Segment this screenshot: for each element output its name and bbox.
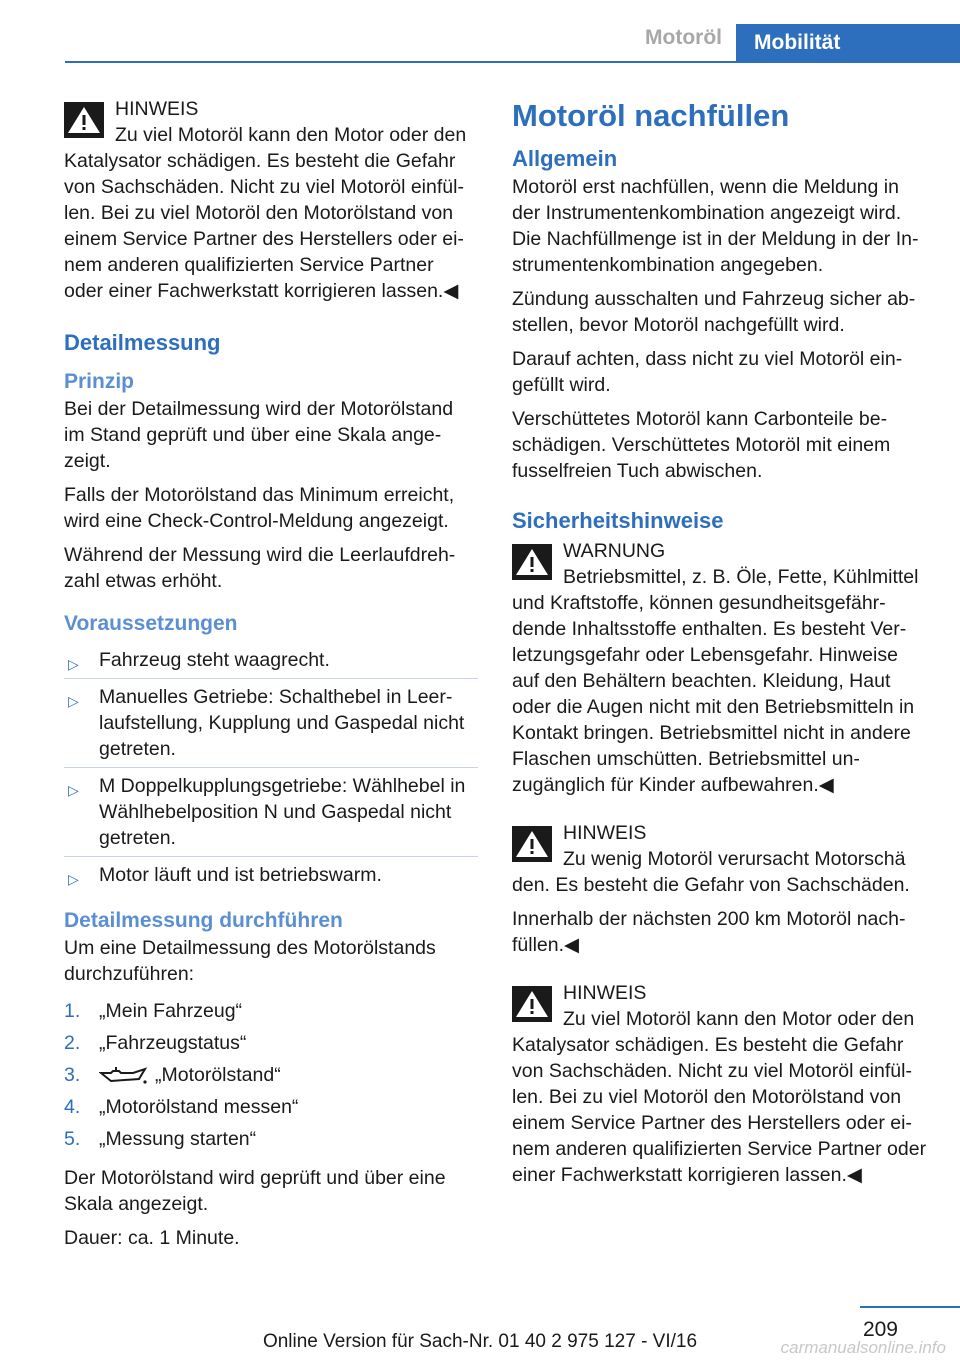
- warning-triangle-icon: [512, 986, 552, 1022]
- note-hinweis: [512, 980, 930, 1188]
- triangle-right-icon: ▷: [68, 871, 79, 887]
- note-first-line: Zu viel Motoröl kann den Motor oder den: [563, 1008, 915, 1030]
- page-number-rule: [860, 1306, 960, 1308]
- note-title: HINWEIS: [115, 98, 199, 120]
- paragraph: Innerhalb der nächsten 200 km Motoröl nachfüllen.◀: [512, 908, 906, 956]
- note-warnung: [512, 538, 930, 798]
- list-item: ▷ Fahrzeug steht waagrecht.: [64, 642, 478, 679]
- paragraph: Um eine Detailmessung des Motorölstands durchzuführen:: [64, 937, 436, 985]
- heading-allgemein: Allgemein: [512, 146, 618, 171]
- warning-triangle-icon: [64, 102, 104, 138]
- paragraph: Der Motorölstand wird geprüft und über eine Skala angezeigt.: [64, 1167, 446, 1215]
- online-version-footer: Online Version für Sach-Nr. 01 40 2 975 127 - VI/16: [262, 1331, 698, 1352]
- tab-mobilitaet: Mobilität: [736, 24, 960, 62]
- list-item: 4. „Motorölstand messen“: [64, 1096, 299, 1118]
- list-item: 5. „Messung starten“: [64, 1128, 257, 1150]
- tab-motoroel: Motoröl: [645, 26, 722, 49]
- list-item: ▷ Manuelles Getriebe: Schalthebel in Leerlaufstellung, Kupplung und Gaspedal nicht getreten.: [64, 679, 478, 768]
- list-item: 2. „Fahrzeugstatus“: [64, 1032, 247, 1054]
- header-rule: [65, 61, 960, 63]
- paragraph: Motoröl erst nachfüllen, wenn die Meldung in der Instrumentenkombination angezeigt wird. Die Nachfüllmenge ist in der Meldung in der Instrumentenkombination angegeben.: [512, 176, 919, 276]
- note-body: den. Es besteht die Gefahr von Sachschäden.: [512, 874, 910, 896]
- list-item: 3. „Motorölstand“: [64, 1064, 281, 1086]
- left-column: [64, 96, 478, 1259]
- paragraph: Verschüttetes Motoröl kann Carbonteile beschädigen. Verschüttetes Motoröl mit einem fusselfreien Tuch abwischen.: [512, 408, 891, 482]
- warning-triangle-icon: [512, 826, 552, 862]
- steps-list: [64, 995, 478, 1155]
- oil-can-icon: [99, 1065, 149, 1087]
- note-first-line: Zu viel Motoröl kann den Motor oder den: [115, 124, 467, 146]
- heading-sicherheitshinweise: Sicherheitshinweise: [512, 508, 724, 533]
- note-hinweis: [64, 96, 478, 304]
- triangle-right-icon: ▷: [68, 656, 79, 672]
- note-hinweis: [512, 820, 930, 898]
- heading-durchfuehren: Detailmessung durchführen: [64, 909, 343, 932]
- triangle-right-icon: ▷: [68, 693, 79, 709]
- note-body: Katalysator schädigen. Es besteht die Gefahr von Sachschäden. Nicht zu viel Motoröl einfüllen. Bei zu viel Motoröl den Motorölstand von einem Service Partner des Herstellers oder einem anderen qualifizierten Service Partner oder einer Fachwerkstatt korrigieren lassen.◀: [512, 1034, 927, 1186]
- page-header: [0, 0, 960, 62]
- list-item: ▷ Motor läuft und ist betriebswarm.: [64, 857, 478, 893]
- heading-voraussetzungen: Voraussetzungen: [64, 612, 238, 635]
- right-column: [512, 96, 930, 1196]
- note-first-line: Betriebsmittel, z. B. Öle, Fette, Kühlmittel: [563, 566, 919, 588]
- list-item: 1. „Mein Fahrzeug“: [64, 1000, 243, 1022]
- note-body: und Kraftstoffe, können gesundheitsgefährdende Inhaltsstoffe enthalten. Es besteht Verletzungsgefahr oder Lebensgefahr. Hinweise auf den Behältern beachten. Kleidung, Haut oder die Augen nicht mit den Betriebsmitteln in Kontakt bringen. Betriebsmittel nicht in andere Flaschen umschütten. Betriebsmittel unzugänglich für Kinder aufbewahren.◀: [512, 592, 915, 796]
- paragraph: Bei der Detailmessung wird der Motorölstand im Stand geprüft und über eine Skala angezeigt.: [64, 398, 454, 472]
- heading-prinzip: Prinzip: [64, 370, 135, 393]
- warning-triangle-icon: [512, 544, 552, 580]
- paragraph: Während der Messung wird die Leerlaufdrehzahl etwas erhöht.: [64, 544, 456, 592]
- list-item: ▷ M Doppelkupplungsgetriebe: Wählhebel in Wählhebelposition N und Gaspedal nicht getreten.: [64, 768, 478, 857]
- triangle-right-icon: ▷: [68, 782, 79, 798]
- note-body: Katalysator schädigen. Es besteht die Gefahr von Sachschäden. Nicht zu viel Motoröl einfüllen. Bei zu viel Motoröl den Motorölstand von einem Service Partner des Herstellers oder einem anderen qualifizierten Service Partner oder einer Fachwerkstatt korrigieren lassen.◀: [64, 150, 464, 302]
- page-number: 209: [862, 1318, 898, 1341]
- paragraph: Falls der Motorölstand das Minimum erreicht, wird eine Check-Control-Meldung angezeigt.: [64, 484, 455, 532]
- paragraph: Zündung ausschalten und Fahrzeug sicher abstellen, bevor Motoröl nachgefüllt wird.: [512, 288, 916, 336]
- requirements-list: [64, 642, 478, 893]
- watermark: carmanualsonline.info: [780, 1338, 946, 1357]
- page-title: Motoröl nachfüllen: [512, 98, 790, 133]
- note-title: HINWEIS: [563, 822, 647, 844]
- paragraph: Darauf achten, dass nicht zu viel Motoröl eingefüllt wird.: [512, 348, 903, 396]
- paragraph: Dauer: ca. 1 Minute.: [64, 1227, 240, 1249]
- note-title: HINWEIS: [563, 982, 647, 1004]
- section-title: Detailmessung: [64, 330, 221, 355]
- note-first-line: Zu wenig Motoröl verursacht Motorschä: [563, 848, 906, 870]
- note-title: WARNUNG: [563, 540, 666, 562]
